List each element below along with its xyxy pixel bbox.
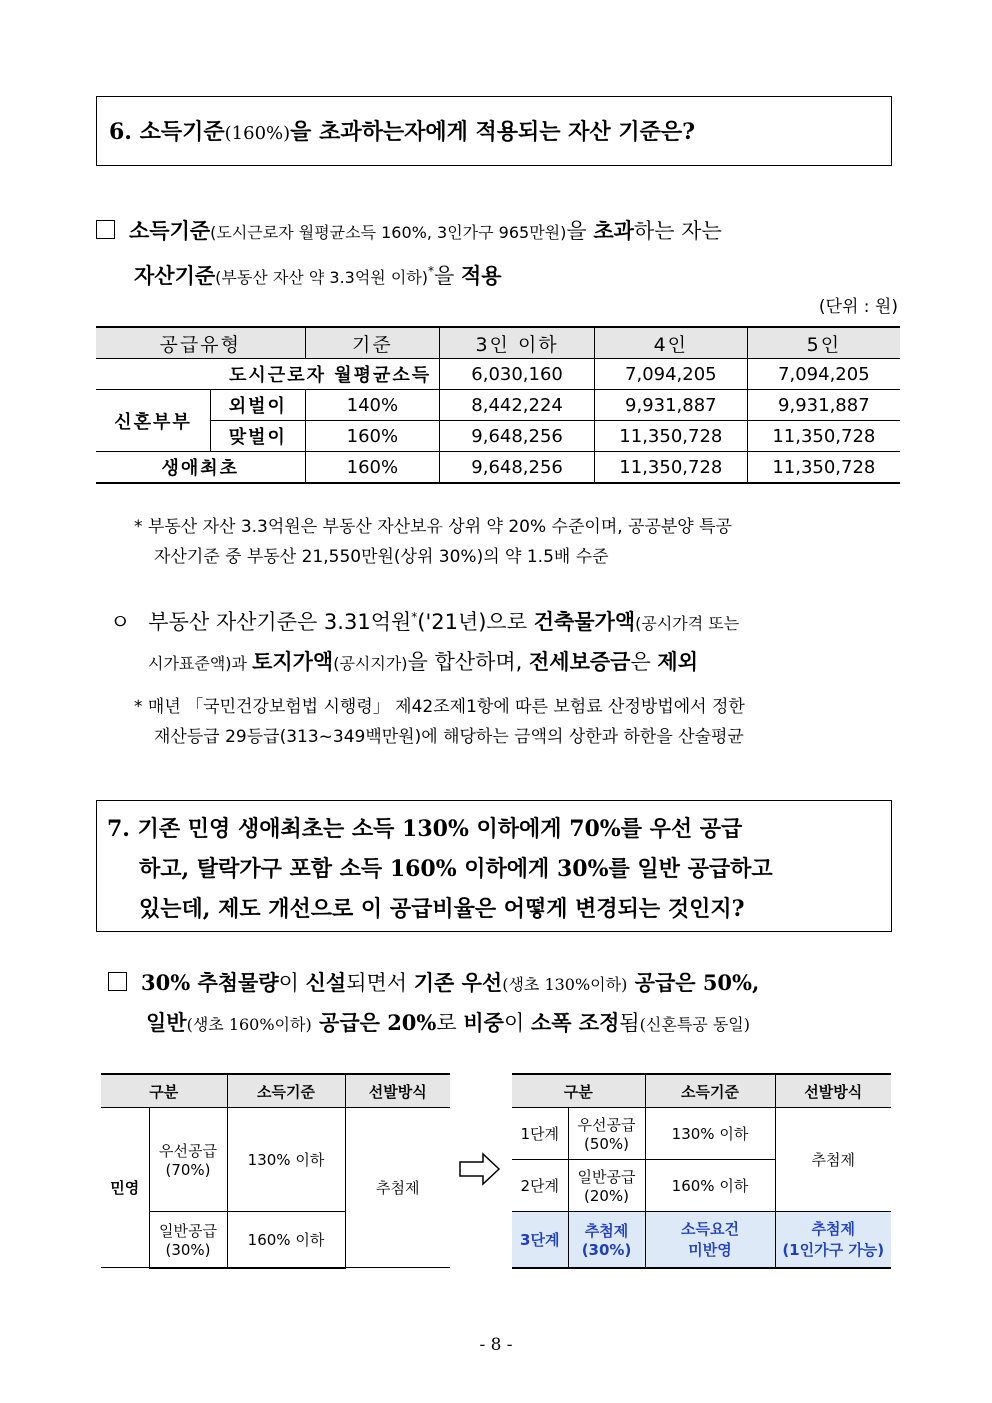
p3-supply-50: 공급은 50%, xyxy=(627,970,760,995)
footnote-2 xyxy=(134,692,900,752)
type-pct: (30%) xyxy=(165,1240,211,1259)
type-label: 일반공급 xyxy=(577,1168,636,1186)
footnote-2-line-2: 재산등급 29등급(313~349백만원)에 해당하는 금액의 상한과 하한을 산술평균 xyxy=(154,727,744,747)
cell-value: 7,094,205 xyxy=(594,359,747,390)
stage-cell: 1단계 xyxy=(512,1108,568,1160)
cell-value: 11,350,728 xyxy=(594,452,747,484)
q6-pre: 소득기준 xyxy=(139,119,225,145)
unit-label: (단위 : 원) xyxy=(818,297,898,317)
p3-new: 신설 xyxy=(305,970,347,995)
stage-cell: 2단계 xyxy=(512,1160,568,1212)
type-label: 우선공급 xyxy=(159,1142,217,1160)
cell-value: 6,030,160 xyxy=(440,359,595,390)
p3-adjust: 소폭 조정 xyxy=(530,1010,620,1035)
p2-text-h: 을 합산하며, xyxy=(407,650,530,674)
cell-value: 11,350,728 xyxy=(747,452,900,484)
footnote-1 xyxy=(134,512,900,572)
p3-text-o: 됨 xyxy=(619,1011,640,1035)
q7-line-2: 하고, 탈락가구 포함 소득 160% 이하에게 30%를 일반 공급하고 xyxy=(139,856,773,882)
supply-table-after xyxy=(512,1073,891,1269)
supply-table-before xyxy=(101,1073,450,1269)
type-label: 일반공급 xyxy=(159,1221,217,1240)
stage-cell: 3단계 xyxy=(512,1212,568,1268)
p2-deposit: 전세보증금 xyxy=(529,650,631,674)
type-cell xyxy=(568,1108,645,1160)
p3-text-f: (생초 130%이하) xyxy=(502,975,628,994)
question-6-box xyxy=(96,96,892,166)
cell-value: 8,442,224 xyxy=(440,390,595,421)
cell-value: 9,931,887 xyxy=(594,390,747,421)
type-cell xyxy=(568,1212,645,1268)
table-row xyxy=(512,1108,891,1160)
cell-value: 160% xyxy=(305,421,440,452)
type-label: 우선공급 xyxy=(577,1116,636,1134)
p1-apply: 적용 xyxy=(460,264,502,288)
cell-value: 160% xyxy=(305,452,440,484)
method-cell xyxy=(775,1212,891,1268)
income-cell: 160% 이하 xyxy=(227,1212,345,1268)
income-cell: 130% 이하 xyxy=(227,1108,345,1212)
p2-building-value: 건축물가액 xyxy=(533,610,636,634)
method-cell: 추첨제 xyxy=(345,1108,450,1268)
p3-text-k: 로 xyxy=(436,1011,464,1035)
cell-value: 11,350,728 xyxy=(594,421,747,452)
header-4-persons: 4인 xyxy=(594,327,747,359)
header-5-persons: 5인 xyxy=(747,327,900,359)
p2-text-g: (공시지가) xyxy=(333,654,408,673)
method-cell: 추첨제 xyxy=(775,1108,891,1212)
p3-existing-priority: 기존 우선 xyxy=(413,970,503,995)
p2-text-a: 부동산 자산기준은 3.31억원 xyxy=(148,610,412,634)
q7-line-3: 있는데, 제도 개선으로 이 공급비율은 어떻게 변경되는 것인지? xyxy=(139,896,745,922)
cell-value: 9,931,887 xyxy=(747,390,900,421)
type-cell xyxy=(568,1160,645,1212)
header-3-persons: 3인 이하 xyxy=(440,327,595,359)
table-header-row xyxy=(512,1074,891,1108)
type-pct: (70%) xyxy=(165,1161,211,1179)
page-number: - 8 - xyxy=(479,1335,513,1355)
table-header-row xyxy=(96,327,900,359)
table-row xyxy=(96,359,900,390)
single-income-label: 외벌이 xyxy=(211,390,305,421)
p2-exclude: 제외 xyxy=(657,650,698,674)
header-income: 소득기준 xyxy=(645,1074,775,1108)
cell-value: 7,094,205 xyxy=(747,359,900,390)
checkbox-square-icon xyxy=(108,972,127,991)
table-row xyxy=(96,452,900,484)
p2-text-j: 은 xyxy=(630,650,658,674)
header-category: 구분 xyxy=(512,1074,645,1108)
method-line-1: 추첨제 xyxy=(811,1220,855,1239)
p3-supply-20: 공급은 20% xyxy=(311,1010,437,1035)
type-cell xyxy=(149,1108,227,1212)
first-time-label: 생애최초 xyxy=(96,452,305,484)
private-label: 민영 xyxy=(101,1108,149,1268)
newlywed-label: 신혼부부 xyxy=(96,390,211,452)
q6-post: 을 초과하는자에게 적용되는 자산 기준은? xyxy=(290,119,695,145)
p2-star: * xyxy=(411,610,418,624)
answer-paragraph-2 xyxy=(110,598,900,683)
p3-text-i: (생초 160%이하) xyxy=(186,1015,312,1034)
footnote-1-line-1: * 부동산 자산 3.3억원은 부동산 자산보유 상위 약 20% 수준이며, 공공분양 특공 xyxy=(134,517,732,537)
table-row xyxy=(101,1108,450,1212)
p3-general: 일반 xyxy=(146,1010,187,1035)
p3-ratio: 비중 xyxy=(463,1010,504,1035)
p1-income-standard: 소득기준 xyxy=(129,219,211,243)
type-cell xyxy=(149,1212,227,1268)
answer-paragraph-1 xyxy=(96,212,900,297)
p3-text-m: 이 xyxy=(503,1011,531,1035)
header-standard: 기준 xyxy=(305,327,440,359)
income-cell: 160% 이하 xyxy=(645,1160,775,1212)
p2-text-e: 시가표준액)과 xyxy=(148,654,253,673)
p1-exceed: 초과 xyxy=(593,219,634,243)
table-header-row xyxy=(101,1074,450,1108)
income-cell xyxy=(645,1212,775,1268)
method-line-2: (1인가구 가능) xyxy=(782,1241,885,1260)
footnote-1-line-2: 자산기준 중 부동산 21,550만원(상위 30%)의 약 1.5배 수준 xyxy=(154,547,609,567)
p1-particle: 을 xyxy=(566,219,594,243)
footnote-2-line-1: * 매년 「국민건강보험법 시행령」 제42조제1항에 따른 보험료 산정방법에서 정한 xyxy=(134,697,745,717)
income-cell: 130% 이하 xyxy=(645,1108,775,1160)
table-row xyxy=(96,421,900,452)
q6-pct: (160%) xyxy=(224,123,291,144)
cell-value: 9,648,256 xyxy=(440,452,595,484)
dual-income-label: 맞벌이 xyxy=(211,421,305,452)
header-income: 소득기준 xyxy=(227,1074,345,1108)
p2-land-value: 토지가액 xyxy=(252,650,334,674)
p3-text-p: (신혼특공 동일) xyxy=(639,1015,750,1034)
header-method: 선발방식 xyxy=(345,1074,450,1108)
header-supply-type: 공급유형 xyxy=(96,327,305,359)
p3-draw-volume: 30% 추첨물량 xyxy=(141,970,279,995)
income-line-1: 소득요건 xyxy=(681,1220,739,1239)
question-7-box xyxy=(96,800,892,932)
type-pct: (20%) xyxy=(583,1187,630,1205)
income-line-2: 미반영 xyxy=(688,1241,732,1260)
cell-value: 140% xyxy=(305,390,440,421)
answer-paragraph-3 xyxy=(108,964,900,1044)
p1-star: * xyxy=(428,264,434,278)
cell-value: 9,648,256 xyxy=(440,421,595,452)
header-category: 구분 xyxy=(101,1074,227,1108)
p2-text-d: (공시가격 또는 xyxy=(635,614,740,633)
p2-text-b: ('21년)으로 xyxy=(417,610,534,634)
type-pct: (30%) xyxy=(581,1240,632,1259)
cell-value: 11,350,728 xyxy=(747,421,900,452)
p1-particle-2: 을 xyxy=(434,264,461,288)
type-pct: (50%) xyxy=(583,1135,630,1153)
p1-person: 하는 자는 xyxy=(633,219,722,243)
p1-asset-detail: (부동산 자산 약 3.3억원 이하) xyxy=(215,268,428,287)
right-arrow-icon xyxy=(459,1152,501,1186)
q6-number: 6. xyxy=(109,119,132,145)
p3-text-d: 되면서 xyxy=(346,971,414,995)
bullet-icon: ㅇ xyxy=(110,610,131,634)
table-row-highlight xyxy=(512,1212,891,1268)
income-row-label: 도시근로자 월평균소득 xyxy=(96,359,440,390)
checkbox-square-icon xyxy=(96,220,115,239)
type-label: 추첨제 xyxy=(584,1221,629,1240)
q7-line-1: 7. 기존 민영 생애최초는 소득 130% 이하에게 70%를 우선 공급 xyxy=(107,816,743,842)
p3-text-b: 이 xyxy=(278,971,306,995)
header-method: 선발방식 xyxy=(775,1074,891,1108)
p1-asset-standard: 자산기준 xyxy=(134,264,216,288)
table-row xyxy=(96,390,900,421)
p1-income-detail: (도시근로자 월평균소득 160%, 3인가구 965만원) xyxy=(210,223,567,242)
income-standard-table xyxy=(96,326,900,484)
